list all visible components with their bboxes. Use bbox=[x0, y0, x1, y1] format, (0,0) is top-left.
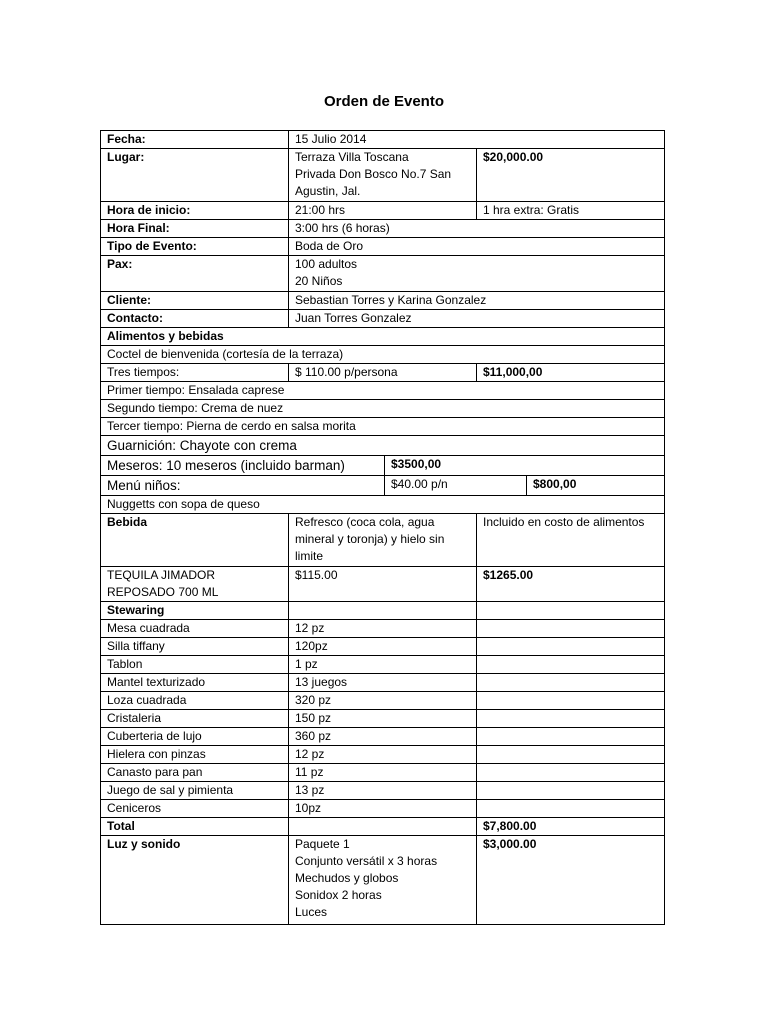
lugar-price: $20,000.00 bbox=[477, 149, 665, 202]
menu-ninos-label: Menú niños: bbox=[101, 476, 385, 496]
alimentos-heading: Alimentos y bebidas bbox=[101, 328, 665, 346]
item-price bbox=[477, 656, 665, 674]
table-row bbox=[101, 710, 665, 728]
tercer-tiempo-text: Tercer tiempo: Pierna de cerdo en salsa morita bbox=[101, 418, 665, 436]
stewaring-price bbox=[477, 602, 665, 620]
table-row bbox=[101, 782, 665, 800]
item-label: Ceniceros bbox=[101, 800, 289, 818]
item-label: Mesa cuadrada bbox=[101, 620, 289, 638]
item-label: Mantel texturizado bbox=[101, 674, 289, 692]
table-row bbox=[101, 728, 665, 746]
total-price: $7,800.00 bbox=[477, 818, 665, 836]
hora-final-value: 3:00 hrs (6 horas) bbox=[289, 220, 665, 238]
item-qty: 360 pz bbox=[289, 728, 477, 746]
fecha-value: 15 Julio 2014 bbox=[289, 131, 665, 149]
hora-inicio-value: 21:00 hrs bbox=[289, 202, 477, 220]
table-row bbox=[101, 692, 665, 710]
item-price bbox=[477, 728, 665, 746]
luz-sonido-price: $3,000.00 bbox=[477, 836, 665, 925]
fecha-label: Fecha: bbox=[101, 131, 289, 149]
bebida-note: Incluido en costo de alimentos bbox=[477, 514, 665, 567]
item-qty: 13 pz bbox=[289, 782, 477, 800]
table-row bbox=[101, 202, 665, 220]
tipo-evento-value: Boda de Oro bbox=[289, 238, 665, 256]
hora-inicio-label: Hora de inicio: bbox=[101, 202, 289, 220]
item-qty: 120pz bbox=[289, 638, 477, 656]
table-row bbox=[101, 238, 665, 256]
item-price bbox=[477, 674, 665, 692]
event-order-table bbox=[100, 130, 665, 925]
tequila-total: $1265.00 bbox=[477, 567, 665, 602]
pax-label: Pax: bbox=[101, 256, 289, 292]
hora-extra-note: 1 hra extra: Gratis bbox=[477, 202, 665, 220]
item-label: Hielera con pinzas bbox=[101, 746, 289, 764]
item-price bbox=[477, 692, 665, 710]
item-label: Juego de sal y pimienta bbox=[101, 782, 289, 800]
primer-tiempo-text: Primer tiempo: Ensalada caprese bbox=[101, 382, 665, 400]
menu-ninos-total: $800,00 bbox=[527, 476, 665, 496]
table-row bbox=[101, 764, 665, 782]
meseros-price: $3500,00 bbox=[385, 456, 665, 476]
table-row bbox=[101, 310, 665, 328]
table-row bbox=[101, 456, 665, 476]
table-row bbox=[101, 382, 665, 400]
total-label: Total bbox=[101, 818, 289, 836]
item-label: Loza cuadrada bbox=[101, 692, 289, 710]
item-price bbox=[477, 782, 665, 800]
coctel-text: Coctel de bienvenida (cortesía de la terraza) bbox=[101, 346, 665, 364]
hora-final-label: Hora Final: bbox=[101, 220, 289, 238]
luz-sonido-label: Luz y sonido bbox=[101, 836, 289, 925]
total-qty bbox=[289, 818, 477, 836]
item-price bbox=[477, 638, 665, 656]
luz-sonido-package: Paquete 1 Conjunto versátil x 3 horas Mechudos y globos Sonidox 2 horas Luces bbox=[289, 836, 477, 925]
table-row bbox=[101, 131, 665, 149]
table-row bbox=[101, 836, 665, 925]
table-row bbox=[101, 328, 665, 346]
tequila-label: TEQUILA JIMADOR REPOSADO 700 ML bbox=[101, 567, 289, 602]
table-row bbox=[101, 674, 665, 692]
tipo-evento-label: Tipo de Evento: bbox=[101, 238, 289, 256]
table-row bbox=[101, 602, 665, 620]
table-row bbox=[101, 346, 665, 364]
item-price bbox=[477, 746, 665, 764]
table-row bbox=[101, 620, 665, 638]
bebida-label: Bebida bbox=[101, 514, 289, 567]
segundo-tiempo-text: Segundo tiempo: Crema de nuez bbox=[101, 400, 665, 418]
item-price bbox=[477, 800, 665, 818]
lugar-label: Lugar: bbox=[101, 149, 289, 202]
item-qty: 150 pz bbox=[289, 710, 477, 728]
item-label: Cristaleria bbox=[101, 710, 289, 728]
stewaring-qty bbox=[289, 602, 477, 620]
table-row bbox=[101, 656, 665, 674]
table-row bbox=[101, 514, 665, 567]
item-qty: 12 pz bbox=[289, 620, 477, 638]
item-label: Tablon bbox=[101, 656, 289, 674]
table-row bbox=[101, 567, 665, 602]
table-row bbox=[101, 418, 665, 436]
guarnicion-text: Guarnición: Chayote con crema bbox=[101, 436, 665, 456]
table-row bbox=[101, 818, 665, 836]
meseros-text: Meseros: 10 meseros (incluido barman) bbox=[101, 456, 385, 476]
table-row bbox=[101, 436, 665, 456]
bebida-value: Refresco (coca cola, agua mineral y toronja) y hielo sin limite bbox=[289, 514, 477, 567]
contacto-label: Contacto: bbox=[101, 310, 289, 328]
table-row bbox=[101, 256, 665, 292]
item-qty: 13 juegos bbox=[289, 674, 477, 692]
item-qty: 12 pz bbox=[289, 746, 477, 764]
tres-tiempos-value: $ 110.00 p/persona bbox=[289, 364, 477, 382]
item-label: Cuberteria de lujo bbox=[101, 728, 289, 746]
lugar-value: Terraza Villa Toscana Privada Don Bosco No.7 San Agustin, Jal. bbox=[289, 149, 477, 202]
item-label: Silla tiffany bbox=[101, 638, 289, 656]
table-row bbox=[101, 292, 665, 310]
item-qty: 1 pz bbox=[289, 656, 477, 674]
table-row bbox=[101, 800, 665, 818]
item-qty: 10pz bbox=[289, 800, 477, 818]
item-price bbox=[477, 620, 665, 638]
tequila-unit-price: $115.00 bbox=[289, 567, 477, 602]
document-title: Orden de Evento bbox=[323, 93, 445, 110]
item-qty: 11 pz bbox=[289, 764, 477, 782]
cliente-label: Cliente: bbox=[101, 292, 289, 310]
menu-ninos-unit-price: $40.00 p/n bbox=[385, 476, 527, 496]
table-row bbox=[101, 746, 665, 764]
contacto-value: Juan Torres Gonzalez bbox=[289, 310, 665, 328]
nuggets-text: Nuggetts con sopa de queso bbox=[101, 496, 665, 514]
pax-value: 100 adultos 20 Niños bbox=[289, 256, 665, 292]
cliente-value: Sebastian Torres y Karina Gonzalez bbox=[289, 292, 665, 310]
table-row bbox=[101, 638, 665, 656]
tres-tiempos-price: $11,000,00 bbox=[477, 364, 665, 382]
item-price bbox=[477, 710, 665, 728]
tres-tiempos-label: Tres tiempos: bbox=[101, 364, 289, 382]
table-row bbox=[101, 400, 665, 418]
table-row bbox=[101, 496, 665, 514]
table-row bbox=[101, 364, 665, 382]
table-row bbox=[101, 220, 665, 238]
item-label: Canasto para pan bbox=[101, 764, 289, 782]
item-qty: 320 pz bbox=[289, 692, 477, 710]
item-price bbox=[477, 764, 665, 782]
stewaring-label: Stewaring bbox=[101, 602, 289, 620]
table-row bbox=[101, 149, 665, 202]
table-row bbox=[101, 476, 665, 496]
